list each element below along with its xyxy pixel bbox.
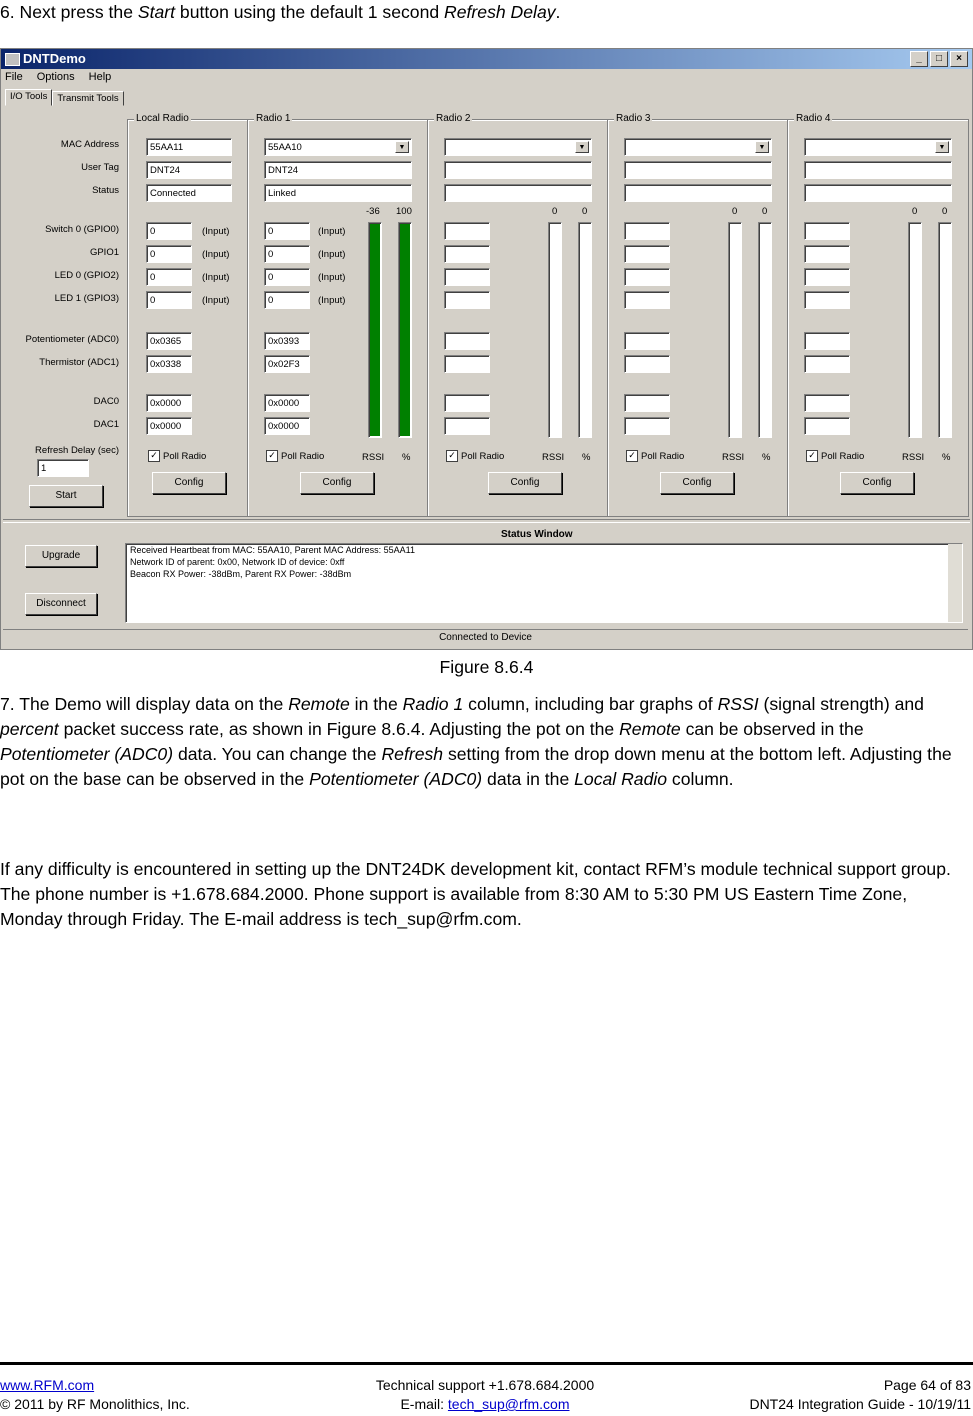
radio1-dac1-field[interactable]: 0x0000 — [264, 417, 310, 435]
radio1-panel — [247, 113, 429, 517]
label-led0: LED 0 (GPIO2) — [54, 270, 119, 281]
local-radio-panel — [127, 113, 249, 517]
local-radio-title: Local Radio — [136, 113, 189, 124]
radio2-rssi-value: 0 — [552, 206, 558, 217]
radio1-config-button[interactable]: Config — [300, 472, 374, 494]
radio1-switch0-field: 0 — [264, 222, 310, 240]
local-adc0-field: 0x0365 — [146, 332, 192, 350]
start-button[interactable]: Start — [29, 485, 103, 507]
local-poll-checkbox[interactable] — [148, 450, 206, 462]
radio2-pct-value: 0 — [582, 206, 588, 217]
intro-text: 6. Next press the Start button using the default 1 second Refresh Delay. — [0, 2, 561, 22]
pct-label: % — [402, 452, 411, 463]
local-adc1-field: 0x0338 — [146, 355, 192, 373]
close-button[interactable]: × — [950, 51, 968, 67]
upgrade-button[interactable]: Upgrade — [25, 545, 97, 567]
status-line: Beacon RX Power: -38dBm, Parent RX Power: -38dBm — [130, 569, 352, 579]
refresh-delay-input[interactable]: 1 — [37, 459, 89, 477]
input-tag: (Input) — [318, 249, 346, 260]
radio2-status-field — [444, 184, 592, 202]
radio1-gpio1-field: 0 — [264, 245, 310, 263]
radio3-io-field — [624, 245, 670, 263]
radio1-rssi-value: -36 — [366, 206, 380, 217]
radio3-panel — [607, 113, 789, 517]
maximize-button[interactable]: □ — [930, 51, 948, 67]
poll-label: Poll Radio — [163, 450, 207, 462]
check-icon: ✓ — [266, 450, 278, 462]
radio2-dac-field[interactable] — [444, 417, 490, 435]
radio4-io-field — [804, 291, 850, 309]
label-switch0: Switch 0 (GPIO0) — [45, 224, 119, 235]
status-line: Received Heartbeat from MAC: 55AA10, Parent MAC Address: 55AA11 — [130, 545, 415, 555]
radio1-dac0-field[interactable]: 0x0000 — [264, 394, 310, 412]
status-window-title: Status Window — [501, 529, 573, 540]
dropdown-arrow-icon[interactable]: ▼ — [395, 141, 409, 153]
poll-label: Poll Radio — [461, 450, 505, 462]
local-mac-field[interactable]: 55AA11 — [146, 138, 232, 156]
input-tag: (Input) — [202, 249, 230, 260]
local-dac0-field[interactable]: 0x0000 — [146, 394, 192, 412]
radio2-config-button[interactable]: Config — [488, 472, 562, 494]
rfm-website-link[interactable]: www.RFM.com — [0, 1377, 95, 1393]
local-led0-field: 0 — [146, 268, 192, 286]
input-tag: (Input) — [318, 272, 346, 283]
radio1-pct-fill — [400, 224, 410, 436]
doc-title: DNT24 Integration Guide - 10/19/11 — [749, 1396, 971, 1412]
radio4-io-field — [804, 245, 850, 263]
email-label: E-mail: — [400, 1396, 448, 1412]
menu-bar — [5, 71, 111, 83]
radio3-dac-field[interactable] — [624, 394, 670, 412]
tab-transmit-tools[interactable]: Transmit Tools — [52, 91, 123, 106]
radio3-mac-select[interactable] — [624, 138, 772, 156]
poll-label: Poll Radio — [821, 450, 865, 462]
radio2-mac-select[interactable] — [444, 138, 592, 156]
email-link[interactable]: tech_sup@rfm.com — [447, 1396, 570, 1412]
radio4-io-field — [804, 222, 850, 240]
radio1-mac-value: 55AA10 — [268, 142, 302, 153]
radio3-pct-bar — [758, 222, 772, 438]
support-phone: Technical support +1.678.684.2000 — [375, 1377, 595, 1393]
label-dac1: DAC1 — [93, 419, 119, 430]
input-tag: (Input) — [202, 295, 230, 306]
label-user-tag: User Tag — [81, 162, 119, 173]
radio1-pct-value: 100 — [396, 206, 412, 217]
radio3-adc-field — [624, 355, 670, 373]
dropdown-arrow-icon[interactable]: ▼ — [575, 141, 589, 153]
title-bar — [1, 49, 972, 69]
local-switch0-field: 0 — [146, 222, 192, 240]
radio2-tag-field[interactable] — [444, 161, 592, 179]
local-led1-field: 0 — [146, 291, 192, 309]
radio2-io-field — [444, 268, 490, 286]
menu-file[interactable]: File — [5, 71, 23, 83]
radio3-config-button[interactable]: Config — [660, 472, 734, 494]
input-tag: (Input) — [318, 226, 346, 237]
label-adc0: Potentiometer (ADC0) — [25, 334, 119, 345]
radio1-adc0-field: 0x0393 — [264, 332, 310, 350]
radio2-adc-field — [444, 355, 490, 373]
radio4-status-field — [804, 184, 952, 202]
paragraph-8: If any difficulty is encountered in setting up the DNT24DK development kit, contact RFM’s module technical support group. The phone number is +1.678.684.2000. Phone support is available from 8:30 AM to 5:30 PM US Eastern Time Zone, Monday through Friday. The E-mail address is tech_sup@rfm.com. — [0, 859, 951, 929]
input-tag: (Input) — [318, 295, 346, 306]
check-icon: ✓ — [626, 450, 638, 462]
tab-io-tools[interactable]: I/O Tools — [5, 89, 52, 106]
local-dac1-field[interactable]: 0x0000 — [146, 417, 192, 435]
radio3-io-field — [624, 268, 670, 286]
radio4-rssi-value: 0 — [912, 206, 918, 217]
radio4-dac-field[interactable] — [804, 417, 850, 435]
local-config-button[interactable]: Config — [152, 472, 226, 494]
pct-label: % — [942, 452, 951, 463]
footer-center — [320, 1376, 650, 1414]
radio1-led1-field: 0 — [264, 291, 310, 309]
status-line: Network ID of parent: 0x00, Network ID of device: 0xff — [130, 557, 345, 567]
radio1-title: Radio 1 — [256, 113, 291, 124]
radio4-dac-field[interactable] — [804, 394, 850, 412]
rssi-label: RSSI — [902, 452, 925, 463]
radio1-poll-checkbox[interactable] — [266, 450, 324, 462]
radio4-title: Radio 4 — [796, 113, 831, 124]
pct-label: % — [582, 452, 591, 463]
radio3-io-field — [624, 222, 670, 240]
radio3-dac-field[interactable] — [624, 417, 670, 435]
radio3-tag-field[interactable] — [624, 161, 772, 179]
label-gpio1: GPIO1 — [89, 247, 119, 258]
figure-caption: Figure 8.6.4 — [439, 657, 534, 677]
rssi-label: RSSI — [722, 452, 745, 463]
poll-label: Poll Radio — [281, 450, 325, 462]
radio4-rssi-bar — [908, 222, 922, 438]
pct-label: % — [762, 452, 771, 463]
local-gpio1-field: 0 — [146, 245, 192, 263]
radio4-adc-field — [804, 355, 850, 373]
label-refresh-delay: Refresh Delay (sec) — [35, 445, 119, 456]
input-tag: (Input) — [202, 226, 230, 237]
radio4-adc-field — [804, 332, 850, 350]
radio2-io-field — [444, 245, 490, 263]
vertical-scrollbar[interactable] — [948, 544, 962, 622]
radio1-status-field: Linked — [264, 184, 412, 202]
radio1-led0-field: 0 — [264, 268, 310, 286]
status-log[interactable] — [125, 543, 963, 623]
page-number: Page 64 of 83 — [883, 1377, 971, 1393]
radio2-title: Radio 2 — [436, 113, 471, 124]
divider — [3, 519, 970, 523]
minimize-button[interactable]: _ — [910, 51, 928, 67]
radio3-adc-field — [624, 332, 670, 350]
dntdemo-window — [0, 48, 973, 650]
radio4-mac-select[interactable] — [804, 138, 952, 156]
radio3-rssi-value: 0 — [732, 206, 738, 217]
menu-help[interactable]: Help — [88, 71, 112, 83]
radio3-rssi-bar — [728, 222, 742, 438]
radio4-pct-value: 0 — [942, 206, 948, 217]
radio4-io-field — [804, 268, 850, 286]
footer-left — [0, 1376, 190, 1414]
radio3-io-field — [624, 291, 670, 309]
radio1-adc1-field: 0x02F3 — [264, 355, 310, 373]
menu-options[interactable]: Options — [36, 71, 75, 83]
radio1-rssi-bar — [368, 222, 382, 438]
dropdown-arrow-icon[interactable]: ▼ — [755, 141, 769, 153]
check-icon: ✓ — [806, 450, 818, 462]
radio4-config-button[interactable]: Config — [840, 472, 914, 494]
poll-label: Poll Radio — [641, 450, 685, 462]
label-dac0: DAC0 — [93, 396, 119, 407]
radio2-adc-field — [444, 332, 490, 350]
input-tag: (Input) — [202, 272, 230, 283]
rssi-label: RSSI — [362, 452, 385, 463]
radio3-status-field — [624, 184, 772, 202]
radio1-mac-select[interactable] — [264, 138, 412, 156]
check-icon: ✓ — [148, 450, 160, 462]
radio4-tag-field[interactable] — [804, 161, 952, 179]
app-icon — [5, 53, 20, 66]
label-led1: LED 1 (GPIO3) — [54, 293, 119, 304]
radio2-io-field — [444, 222, 490, 240]
footer-rule — [0, 1362, 973, 1365]
radio4-panel — [787, 113, 969, 517]
disconnect-button[interactable]: Disconnect — [25, 593, 97, 615]
radio1-tag-field[interactable]: DNT24 — [264, 161, 412, 179]
radio3-poll-checkbox[interactable] — [626, 450, 684, 462]
radio1-rssi-fill — [370, 224, 380, 436]
local-status-field: Connected — [146, 184, 232, 202]
radio2-pct-bar — [578, 222, 592, 438]
radio2-io-field — [444, 291, 490, 309]
radio3-pct-value: 0 — [762, 206, 768, 217]
label-mac: MAC Address — [60, 139, 119, 150]
paragraph-7: 7. The Demo will display data on the Remote in the Radio 1 column, including bar graphs of RSSI (signal strength) and percent packet success rate, as shown in Figure 8.6.4. Adjusting the pot on the Remote can be observed in the Potentiometer (ADC0) data. You can change the Refresh setting from the drop down menu at the bottom left. Adjusting the pot on the base can be observed in the Potentiometer (ADC0) data in the Local Radio column. — [0, 694, 952, 789]
local-tag-field[interactable]: DNT24 — [146, 161, 232, 179]
status-bar: Connected to Device — [3, 629, 968, 646]
radio2-dac-field[interactable] — [444, 394, 490, 412]
label-status: Status — [92, 185, 119, 196]
window-title: DNTDemo — [23, 51, 86, 66]
radio2-rssi-bar — [548, 222, 562, 438]
radio4-poll-checkbox[interactable] — [806, 450, 864, 462]
radio3-title: Radio 3 — [616, 113, 651, 124]
copyright: © 2011 by RF Monolithics, Inc. — [0, 1396, 190, 1412]
radio4-pct-bar — [938, 222, 952, 438]
check-icon: ✓ — [446, 450, 458, 462]
dropdown-arrow-icon[interactable]: ▼ — [935, 141, 949, 153]
radio2-panel — [427, 113, 609, 517]
radio1-pct-bar — [398, 222, 412, 438]
label-adc1: Thermistor (ADC1) — [39, 357, 119, 368]
footer-right — [749, 1376, 971, 1414]
rssi-label: RSSI — [542, 452, 565, 463]
radio2-poll-checkbox[interactable] — [446, 450, 504, 462]
